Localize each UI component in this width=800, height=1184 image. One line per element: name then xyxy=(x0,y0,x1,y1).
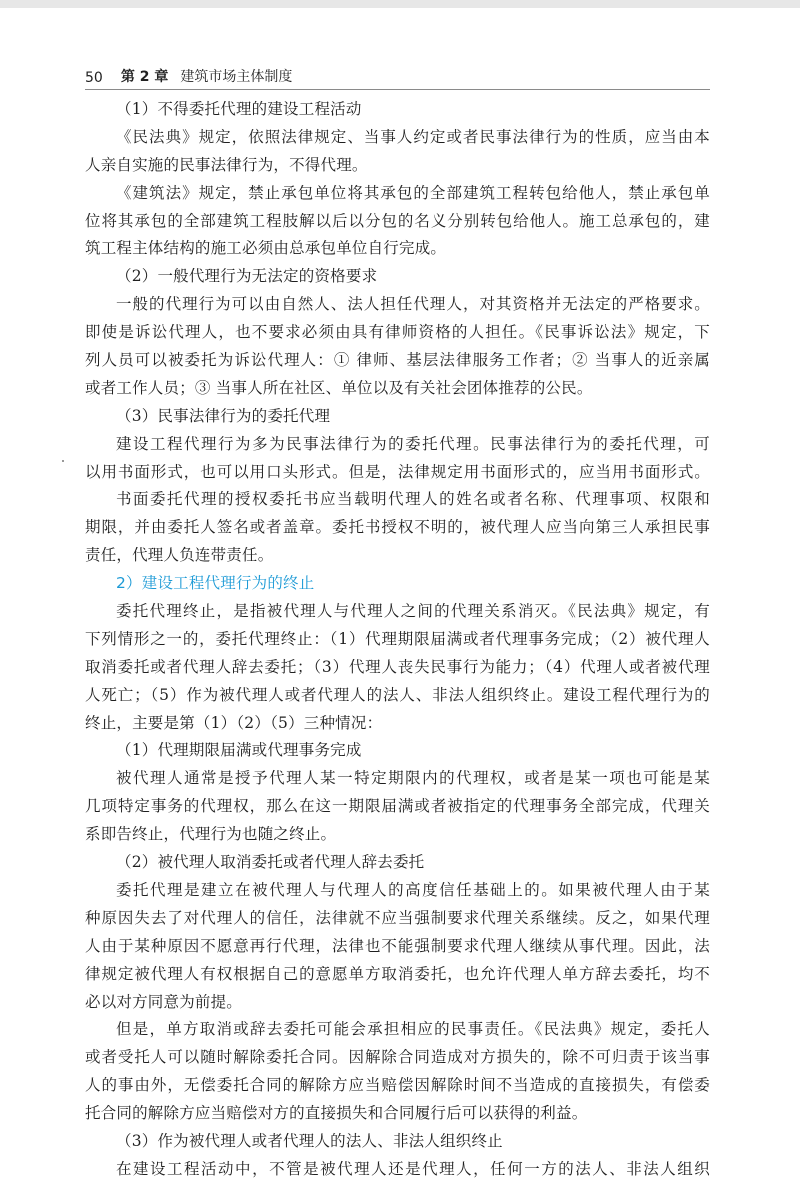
text-line: （1）代理期限届满或代理事务完成 xyxy=(116,741,362,760)
text-line: （3）民事法律行为的委托代理 xyxy=(116,406,331,425)
text-line: 种原因失去了对代理人的信任，法律就不应当强制要求代理关系继续。反之，如果代理 xyxy=(85,908,710,927)
text-line: 即使是诉讼代理人，也不要求必须由具有律师资格的人担任。《民事诉讼法》规定，下 xyxy=(85,323,710,342)
body-text xyxy=(85,96,710,1184)
text-line: 必以对方同意为前提。 xyxy=(85,992,243,1011)
margin-mark xyxy=(62,460,64,462)
page-number: 50 xyxy=(85,70,103,86)
chapter-label: 第 2 章 xyxy=(120,69,169,85)
text-line: 期限，并由委托人签名或者盖章。委托书授权不明的，被代理人应当向第三人承担民事 xyxy=(85,518,710,537)
chapter-title: 建筑市场主体制度 xyxy=(180,69,293,85)
text-line: 委托代理终止，是指被代理人与代理人之间的代理关系消灭。《民法典》规定，有 xyxy=(116,602,710,621)
text-line: 筑工程主体结构的施工必须由总承包单位自行完成。 xyxy=(85,239,447,258)
text-line: 委托代理是建立在被代理人与代理人的高度信任基础上的。如果被代理人由于某 xyxy=(116,880,710,899)
text-line: 《建筑法》规定，禁止承包单位将其承包的全部建筑工程转包给他人，禁止承包单 xyxy=(116,183,710,202)
text-line: 系即告终止，代理行为也随之终止。 xyxy=(85,825,337,844)
text-line: 《民法典》规定，依照法律规定、当事人约定或者民事法律行为的性质，应当由本 xyxy=(116,127,710,146)
text-line: 责任，代理人负连带责任。 xyxy=(85,546,274,565)
text-line: 或者受托人可以随时解除委托合同。因解除合同造成对方损失的，除不可归责于该当事 xyxy=(85,1048,710,1067)
text-line: 人由于某种原因不愿意再行代理，法律也不能强制要求代理人继续从事代理。因此，法 xyxy=(85,936,710,955)
text-line: 或者工作人员；③ 当事人所在社区、单位以及有关社会团体推荐的公民。 xyxy=(85,378,593,397)
running-header xyxy=(85,62,710,90)
text-line: 下列情形之一的，委托代理终止：（1）代理期限届满或者代理事务完成；（2）被代理人 xyxy=(85,629,710,648)
text-line: 取消委托或者代理人辞去委托；（3）代理人丧失民事行为能力；（4）代理人或者被代理 xyxy=(85,657,710,676)
text-line: 一般的代理行为可以由自然人、法人担任代理人，对其资格并无法定的严格要求。 xyxy=(116,295,710,314)
text-line: 列人员可以被委托为诉讼代理人：① 律师、基层法律服务工作者；② 当事人的近亲属 xyxy=(85,351,710,370)
text-line: 书面委托代理的授权委托书应当载明代理人的姓名或者名称、代理事项、权限和 xyxy=(116,490,710,509)
text-line: （3）作为被代理人或者代理人的法人、非法人组织终止 xyxy=(116,1131,503,1150)
text-line: （1）不得委托代理的建设工程活动 xyxy=(116,100,362,118)
text-line: 律规定被代理人有权根据自己的意愿单方取消委托，也允许代理人单方辞去委托，均不 xyxy=(85,964,710,983)
text-line: 位将其承包的全部建筑工程肢解以后以分包的名义分别转包给他人。施工总承包的，建 xyxy=(85,211,710,230)
text-line: （2）一般代理行为无法定的资格要求 xyxy=(116,267,378,286)
text-line: 人亲自实施的民事法律行为，不得代理。 xyxy=(85,155,368,174)
text-line: （2）被代理人取消委托或者代理人辞去委托 xyxy=(116,853,425,872)
text-line: 几项特定事务的代理权，那么在这一期限届满或者被指定的代理事务全部完成，代理关 xyxy=(85,797,710,816)
text-line: 在建设工程活动中，不管是被代理人还是代理人，任何一方的法人、非法人组织 xyxy=(116,1159,710,1178)
text-line: 人死亡；（5）作为被代理人或者代理人的法人、非法人组织终止。建设工程代理行为的 xyxy=(85,685,710,704)
text-line: 但是，单方取消或辞去委托可能会承担相应的民事责任。《民法典》规定，委托人 xyxy=(116,1020,710,1039)
scan-top-edge xyxy=(0,0,800,8)
text-line: 被代理人通常是授予代理人某一特定期限内的代理权，或者是某一项也可能是某 xyxy=(116,769,710,788)
text-line: 终止，主要是第（1）（2）（5）三种情况： xyxy=(85,713,383,732)
text-line: 建设工程代理行为多为民事法律行为的委托代理。民事法律行为的委托代理，可 xyxy=(116,434,710,453)
text-line: 托合同的解除方应当赔偿对方的直接损失和合同履行后可以获得的利益。 xyxy=(85,1104,588,1123)
text-line: 人的事由外，无偿委托合同的解除方应当赔偿因解除时间不当造成的直接损失，有偿委 xyxy=(85,1076,710,1095)
text-line: 以用书面形式，也可以用口头形式。但是，法律规定用书面形式的，应当用书面形式。 xyxy=(85,462,710,481)
section-heading: 2）建设工程代理行为的终止 xyxy=(116,574,315,593)
